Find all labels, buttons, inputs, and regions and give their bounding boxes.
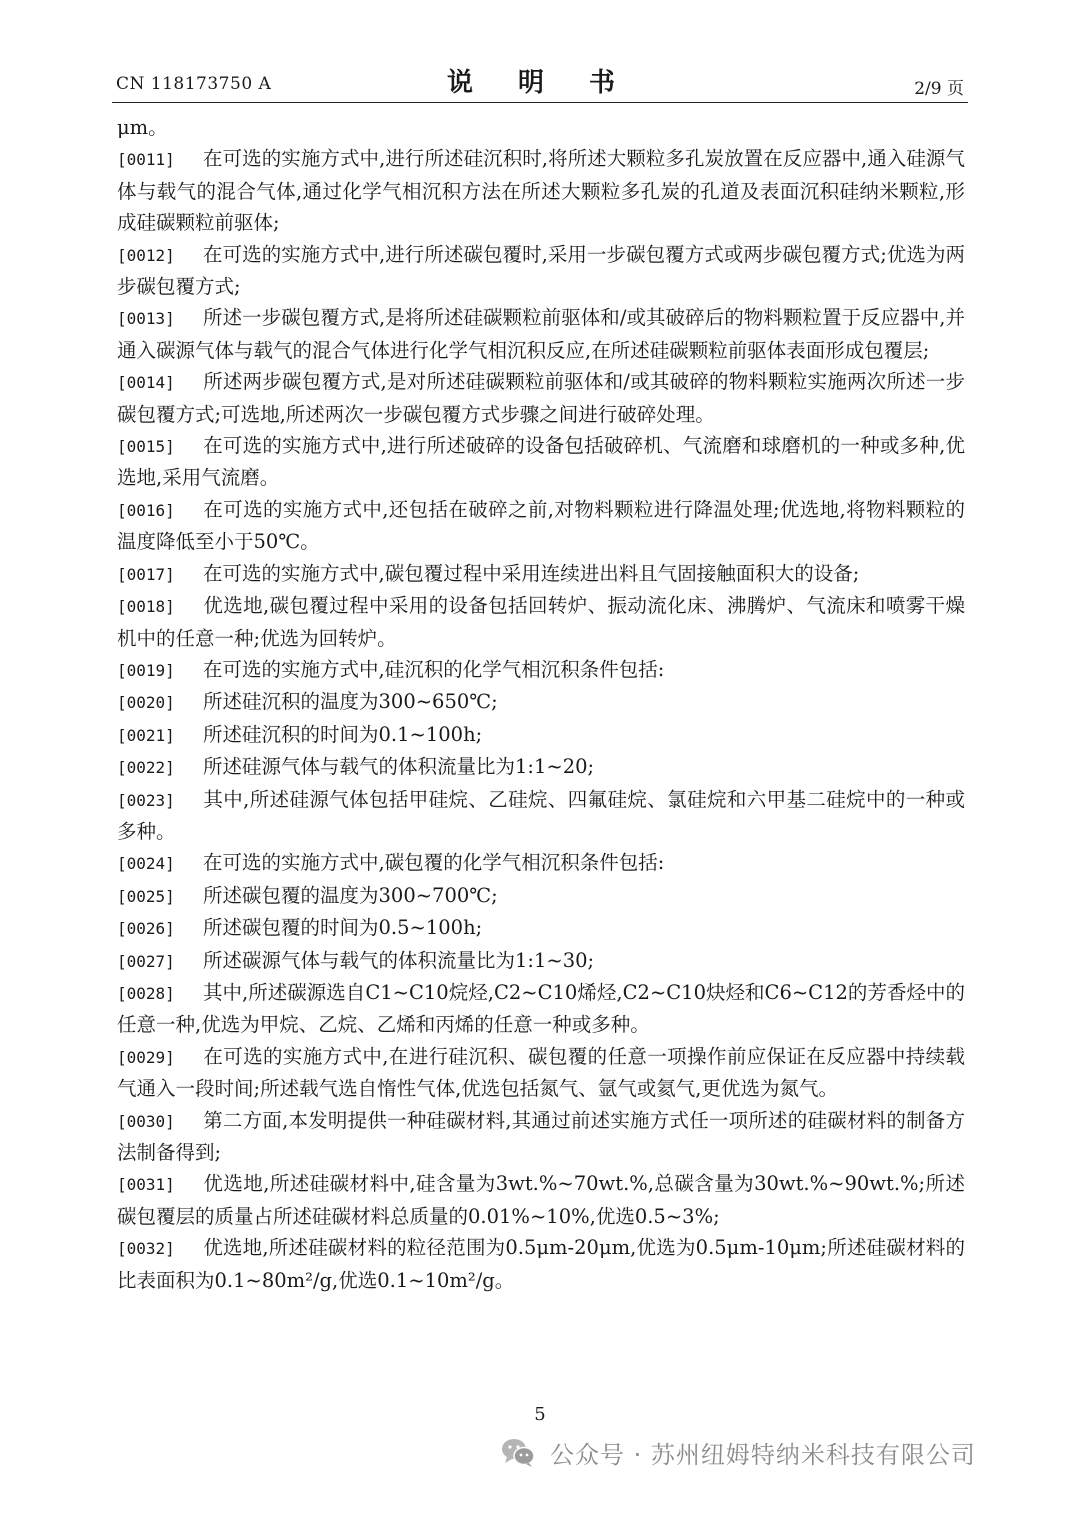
wechat-icon [498, 1432, 538, 1472]
paragraph-number: [0032] [117, 1239, 175, 1259]
paragraph-text: 优选地,碳包覆过程中采用的设备包括回转炉、振动流化床、沸腾炉、气流床和喷雾干燥机中的任意一种;优选为回转炉。 [117, 594, 965, 650]
paragraph-text: 所述碳包覆的时间为0.5~100h; [203, 916, 483, 940]
paragraph-text: 在可选的实施方式中,碳包覆的化学气相沉积条件包括: [203, 851, 665, 875]
header-divider [112, 102, 968, 103]
paragraph-text: 在可选的实施方式中,在进行硅沉积、碳包覆的任意一项操作前应保证在反应器中持续载气通入一段时间;所述载气选自惰性气体,优选包括氮气、氩气或氦气,更优选为氮气。 [117, 1044, 965, 1101]
paragraph [117, 143, 965, 238]
paragraph [117, 302, 965, 366]
paragraph-number: [0031] [117, 1175, 175, 1195]
watermark [498, 1428, 976, 1476]
document-title: 说 明 书 [446, 68, 634, 98]
paragraph [117, 239, 965, 303]
paragraph-text: 其中,所述硅源气体包括甲硅烷、乙硅烷、四氟硅烷、氯硅烷和六甲基二硅烷中的一种或多种。 [117, 787, 965, 843]
paragraph [117, 880, 965, 912]
paragraph-number: [0016] [117, 500, 175, 520]
paragraph [117, 784, 965, 848]
document-body [117, 112, 965, 1296]
page-number: 5 [534, 1404, 546, 1425]
paragraph-number: [0014] [117, 373, 175, 393]
paragraph [117, 1168, 965, 1232]
paragraph-number: [0025] [117, 886, 175, 906]
paragraph-number: [0020] [117, 693, 175, 713]
paragraph-number: [0021] [117, 725, 175, 745]
paragraph-text: 在可选的实施方式中,进行所述碳包覆时,采用一步碳包覆方式或两步碳包覆方式;优选为两步碳包覆方式; [117, 242, 965, 299]
paragraph-text: 所述一步碳包覆方式,是将所述硅碳颗粒前驱体和/或其破碎后的物料颗粒置于反应器中,并通入碳源气体与载气的混合气体进行化学气相沉积反应,在所述硅碳颗粒前驱体表面形成包覆层; [117, 306, 965, 362]
paragraph [117, 590, 965, 654]
paragraph-number: [0015] [117, 437, 175, 457]
paragraph-number: [0026] [117, 919, 175, 939]
paragraph-text: 所述硅源气体与载气的体积流量比为1:1~20; [203, 755, 595, 779]
paragraph-number: [0011] [117, 150, 175, 170]
paragraph-number: [0022] [117, 758, 175, 778]
page-indicator: 2/9 页 [914, 79, 964, 99]
watermark-text: 公众号 · 苏州纽姆特纳米科技有限公司 [550, 1440, 976, 1469]
paragraph-number: [0018] [117, 597, 175, 617]
paragraph [117, 654, 965, 686]
paragraph-continuation: μm。 [117, 116, 168, 139]
paragraph-number: [0028] [117, 983, 175, 1003]
paragraph-text: 所述碳源气体与载气的体积流量比为1:1~30; [203, 948, 595, 972]
paragraph-number: [0017] [117, 564, 175, 584]
paragraph [117, 430, 965, 494]
paragraph-text: 优选地,所述硅碳材料中,硅含量为3wt.%~70wt.%,总碳含量为30wt.%~90wt.%;所述碳包覆层的质量占所述硅碳材料总质量的0.01%~10%,优选0.5~3%; [117, 1172, 965, 1228]
paragraph-text: 所述硅沉积的温度为300~650℃; [203, 690, 498, 714]
paragraph [117, 719, 965, 751]
document-header [116, 60, 964, 100]
paragraph [117, 494, 965, 558]
paragraph-number: [0030] [117, 1111, 175, 1131]
paragraph-number: [0023] [117, 790, 175, 810]
paragraph-number: [0024] [117, 854, 175, 874]
paragraph [117, 751, 965, 783]
paragraph-text: 所述碳包覆的温度为300~700℃; [203, 883, 498, 907]
paragraph [117, 366, 965, 430]
paragraph-text: 优选地,所述硅碳材料的粒径范围为0.5μm-20μm,优选为0.5μm-10μm;所述硅碳材料的比表面积为0.1~80m²/g,优选0.1~10m²/g。 [117, 1236, 965, 1292]
paragraph-text: 在可选的实施方式中,硅沉积的化学气相沉积条件包括: [203, 657, 665, 681]
patent-number: CN 118173750 A [116, 74, 272, 94]
paragraph [117, 1232, 965, 1296]
paragraph-number: [0013] [117, 309, 175, 329]
paragraph [117, 1041, 965, 1105]
paragraph-text: 在可选的实施方式中,进行所述硅沉积时,将所述大颗粒多孔炭放置在反应器中,通入硅源气体与载气的混合气体,通过化学气相沉积方法在所述大颗粒多孔炭的孔道及表面沉积硅纳米颗粒,形成硅碳颗粒前驱体; [117, 147, 965, 235]
paragraph-text: 所述两步碳包覆方式,是对所述硅碳颗粒前驱体和/或其破碎的物料颗粒实施两次所述一步碳包覆方式;可选地,所述两次一步碳包覆方式步骤之间进行破碎处理。 [117, 370, 965, 426]
paragraph-text: 在可选的实施方式中,进行所述破碎的设备包括破碎机、气流磨和球磨机的一种或多种,优选地,采用气流磨。 [117, 434, 965, 490]
paragraph-text: 所述硅沉积的时间为0.1~100h; [203, 722, 483, 746]
paragraph [117, 686, 965, 718]
paragraph [117, 558, 965, 590]
paragraph [117, 912, 965, 944]
paragraph-number: [0027] [117, 951, 175, 971]
paragraph [117, 1105, 965, 1169]
paragraph [117, 945, 965, 977]
paragraph-number: [0029] [117, 1047, 175, 1067]
paragraph-text: 在可选的实施方式中,碳包覆过程中采用连续进出料且气固接触面积大的设备; [203, 561, 860, 585]
paragraph [117, 977, 965, 1041]
paragraph-text: 其中,所述碳源选自C1~C10烷烃,C2~C10烯烃,C2~C10炔烃和C6~C12的芳香烃中的任意一种,优选为甲烷、乙烷、乙烯和丙烯的任意一种或多种。 [117, 980, 965, 1037]
paragraph-text: 在可选的实施方式中,还包括在破碎之前,对物料颗粒进行降温处理;优选地,将物料颗粒的温度降低至小于50℃。 [117, 497, 965, 554]
paragraph [117, 847, 965, 879]
paragraph-number: [0019] [117, 660, 175, 680]
paragraph-number: [0012] [117, 245, 175, 265]
paragraph-text: 第二方面,本发明提供一种硅碳材料,其通过前述实施方式任一项所述的硅碳材料的制备方法制备得到; [117, 1108, 965, 1164]
